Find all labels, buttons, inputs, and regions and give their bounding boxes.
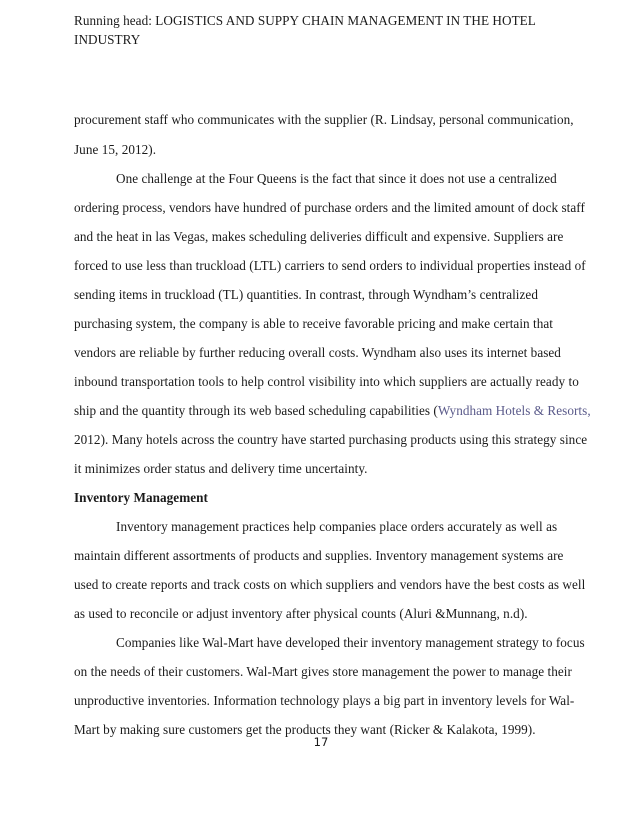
paragraph-line: vendors are reliable by further reducing overall costs. Wyndham also uses its internet based [74, 345, 561, 360]
paragraph-line: as used to reconcile or adjust inventory after physical counts (Aluri &Munnang, n.d). [74, 606, 528, 621]
paragraph-line: inbound transportation tools to help control visibility into which suppliers are actually ready to [74, 374, 579, 389]
paragraph-line: Companies like Wal-Mart have developed their inventory management strategy to focus [116, 635, 585, 650]
paragraph-line: unproductive inventories. Information technology plays a big part in inventory levels for Wal- [74, 693, 575, 708]
paragraph-line [74, 403, 591, 419]
paragraph-line: Mart by making sure customers get the products they want (Ricker & Kalakota, 1999). [74, 722, 536, 737]
paragraph-line: maintain different assortments of products and supplies. Inventory management systems are [74, 548, 564, 563]
paragraph-line: ordering process, vendors have hundred of purchase orders and the limited amount of dock staff [74, 200, 585, 215]
paragraph-line: on the needs of their customers. Wal-Mart gives store management the power to manage their [74, 664, 572, 679]
paragraph-line: and the heat in las Vegas, makes scheduling deliveries difficult and expensive. Suppliers are [74, 229, 564, 244]
paragraph-line: June 15, 2012). [74, 142, 157, 157]
line-text: ship and the quantity through its web based scheduling capabilities ( [74, 403, 438, 418]
page-number: 17 [313, 735, 329, 749]
paragraph-line: sending items in truckload (TL) quantities. In contrast, through Wyndham’s centralized [74, 287, 538, 302]
paragraph-line: it minimizes order status and delivery time uncertainty. [74, 461, 368, 476]
paragraph-line: purchasing system, the company is able to receive favorable pricing and make certain that [74, 316, 554, 331]
paragraph-line: One challenge at the Four Queens is the fact that since it does not use a centralized [116, 171, 557, 186]
paragraph-line: procurement staff who communicates with the supplier (R. Lindsay, personal communication, [74, 112, 574, 127]
paragraph-line: used to create reports and track costs on which suppliers and vendors have the best costs as well [74, 577, 586, 592]
running-head: Running head: LOGISTICS AND SUPPY CHAIN MANAGEMENT IN THE HOTEL INDUSTRY [74, 13, 536, 47]
paragraph-line: forced to use less than truckload (LTL) carriers to send orders to individual properties instead of [74, 258, 586, 273]
section-heading: Inventory Management [74, 490, 208, 505]
paragraph-line: Inventory management practices help companies place orders accurately as well as [116, 519, 558, 534]
paragraph-line: 2012). Many hotels across the country have started purchasing products using this strategy since [74, 432, 588, 447]
citation-link[interactable]: Wyndham Hotels & Resorts, [437, 403, 591, 418]
